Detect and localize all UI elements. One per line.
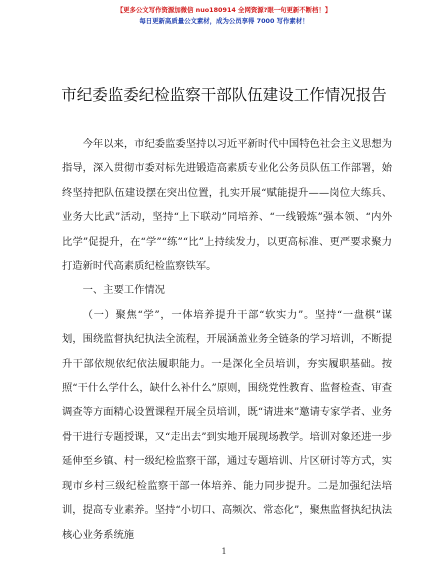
promo-line-2: 每日更新高质量公文素材，成为公员享得 7000 写作素材！ (139, 17, 309, 25)
document-body (62, 132, 392, 547)
intro-paragraph: 今年以来，市纪委监委坚持以习近平新时代中国特色社会主义思想为指导，深入贯彻市委对标先进锻造高素质专业化公务员队伍工作部署，始终坚持把队伍建设摆在突出位置，扎实开展“赋能提升——岗位大练兵、业务大比武”活动，坚持“上下联动”同培养、“一线锻炼”强本领、“内外比学”促提升，在“学”“练”“比”上持续发力，以更高标准、更严要求聚力打造新时代高素质纪检监察铁军。 (62, 138, 392, 273)
document-title: 市纪委监委纪检监察干部队伍建设工作情况报告 (61, 86, 387, 104)
body-paragraph: （一）聚焦“学”，一体培养提升干部“软实力”。坚持“一盘棋”谋划，围绕监督执纪执法全流程，开展涵盖业务全链条的学习培训，不断提升干部依规依纪依法履职能力。一是深化全员培训，夯实履职基础。按照“干什么学什么，缺什么补什么”原则，围绕党性教育、监督检查、审查调查等方面精心设置课程开展全员培训，既“请进来”邀请专家学者、业务骨干进行专题授课，又“走出去”到实地开展现场教学。培训对象还进一步延伸至乡镇、村一级纪检监察干部，通过专题培训、片区研讨等方式，实现市乡村三级纪检监察干部一体培养、能力同步提升。二是加强纪法培训，提高专业素养。坚持“小切口、高频次、常态化”，聚焦监督执纪执法核心业务系统施 (62, 308, 392, 541)
page-number: 1 (221, 547, 227, 556)
promo-line-1: 【更多公文写作资源加微信 nuo180914 全网资源?眼一句更新不断档！】 (116, 6, 332, 14)
section-heading: 一、主要工作情况 (82, 284, 165, 297)
promo-banner (0, 5, 448, 27)
